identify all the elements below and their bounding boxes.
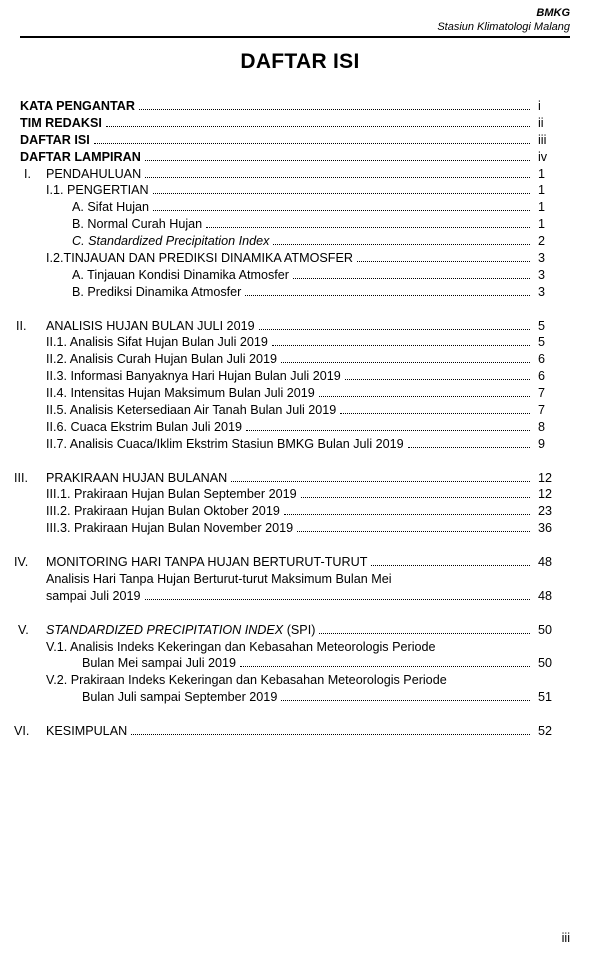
toc-spacer bbox=[0, 301, 600, 318]
dot-leader bbox=[273, 233, 530, 245]
toc-entry-page: 1 bbox=[538, 217, 546, 232]
toc-entry[interactable] bbox=[0, 334, 600, 351]
toc-entry[interactable] bbox=[0, 149, 600, 166]
toc-entry[interactable] bbox=[0, 182, 600, 199]
toc-entry-number: VI. bbox=[14, 723, 30, 738]
dot-leader bbox=[284, 503, 530, 515]
toc-entry-label: II.4. Intensitas Hujan Maksimum Bulan Juli 2019 bbox=[46, 386, 315, 401]
toc-entry-page: 2 bbox=[538, 234, 546, 249]
toc-entry-label: II.2. Analisis Curah Hujan Bulan Juli 2019 bbox=[46, 352, 278, 367]
toc-entry-label: TIM REDAKSI bbox=[20, 115, 102, 130]
toc-entry-label: A. Sifat Hujan bbox=[72, 200, 150, 215]
dot-leader bbox=[106, 115, 530, 127]
dot-leader bbox=[206, 216, 530, 228]
toc-entry-label: II.3. Informasi Banyaknya Hari Hujan Bulan Juli 2019 bbox=[46, 369, 341, 384]
toc-entry-label: III.3. Prakiraan Hujan Bulan November 2019 bbox=[46, 521, 294, 536]
toc-entry[interactable] bbox=[0, 368, 600, 385]
toc-entry-page: 3 bbox=[538, 267, 546, 282]
toc-entry-page: 1 bbox=[538, 200, 546, 215]
toc-entry-page: 12 bbox=[538, 470, 553, 485]
toc-entry-page: 7 bbox=[538, 403, 546, 418]
toc-entry-number: II. bbox=[16, 318, 27, 333]
toc-entry-label: ANALISIS HUJAN BULAN JULI 2019 bbox=[46, 318, 255, 333]
header-org: BMKG bbox=[536, 7, 570, 19]
toc-entry-label: A. Tinjauan Kondisi Dinamika Atmosfer bbox=[72, 267, 289, 282]
header-station: Stasiun Klimatologi Malang bbox=[437, 21, 570, 33]
toc-entry-label: STANDARDIZED PRECIPITATION INDEX (SPI) bbox=[46, 622, 316, 637]
toc-entry-label: Bulan Mei sampai Juli 2019 bbox=[82, 656, 237, 671]
toc-entry-label: II.1. Analisis Sifat Hujan Bulan Juli 2019 bbox=[46, 335, 268, 350]
toc-entry-label: I.1. PENGERTIAN bbox=[46, 183, 149, 198]
dot-leader bbox=[145, 166, 530, 178]
toc-entry[interactable] bbox=[0, 622, 600, 639]
toc-spacer bbox=[0, 605, 600, 622]
toc-entry-label: PRAKIRAAN HUJAN BULANAN bbox=[46, 470, 228, 485]
dot-leader bbox=[259, 318, 530, 330]
toc-entry[interactable] bbox=[0, 571, 600, 588]
dot-leader bbox=[240, 655, 530, 667]
toc-entry[interactable] bbox=[0, 166, 600, 183]
toc-entry-page: 51 bbox=[538, 690, 553, 705]
toc-entry[interactable] bbox=[0, 689, 600, 706]
dot-leader bbox=[281, 689, 530, 701]
dot-leader bbox=[153, 199, 530, 211]
page-title: DAFTAR ISI bbox=[240, 50, 360, 73]
toc-entry-page: 7 bbox=[538, 386, 546, 401]
toc-entry[interactable] bbox=[0, 115, 600, 132]
toc-entry-page: 48 bbox=[538, 588, 553, 603]
toc-entry-label: III.1. Prakiraan Hujan Bulan September 2019 bbox=[46, 487, 297, 502]
toc-entry-label: II.7. Analisis Cuaca/Iklim Ekstrim Stasiun BMKG Bulan Juli 2019 bbox=[46, 436, 404, 451]
toc-entry-label: PENDAHULUAN bbox=[46, 166, 142, 181]
dot-leader bbox=[145, 149, 530, 161]
toc-entry-label: II.6. Cuaca Ekstrim Bulan Juli 2019 bbox=[46, 419, 242, 434]
toc-entry-page: 50 bbox=[538, 656, 553, 671]
toc-entry-number: V. bbox=[18, 622, 29, 637]
toc-entry[interactable] bbox=[0, 419, 600, 436]
toc-entry[interactable] bbox=[0, 470, 600, 487]
toc-entry-label: I.2.TINJAUAN DAN PREDIKSI DINAMIKA ATMOSFER bbox=[46, 251, 353, 266]
toc-entry-number: I. bbox=[24, 166, 31, 181]
toc-entry-label: MONITORING HARI TANPA HUJAN BERTURUT-TURUT bbox=[46, 555, 368, 570]
toc-spacer bbox=[0, 706, 600, 723]
toc-entry-number: IV. bbox=[14, 555, 29, 570]
dot-leader bbox=[94, 132, 530, 144]
toc-entry-page: 3 bbox=[538, 284, 546, 299]
toc-entry-page: 6 bbox=[538, 352, 546, 367]
toc-entry-page: 5 bbox=[538, 335, 546, 350]
toc-entry-label: KESIMPULAN bbox=[46, 723, 128, 738]
toc-entry-page: 1 bbox=[538, 166, 546, 181]
toc-entry[interactable] bbox=[0, 520, 600, 537]
toc-entry-label: B. Normal Curah Hujan bbox=[72, 217, 203, 232]
toc-entry[interactable] bbox=[0, 351, 600, 368]
table-of-contents bbox=[0, 98, 600, 740]
toc-entry-page: 6 bbox=[538, 369, 546, 384]
toc-entry-page: 1 bbox=[538, 183, 546, 198]
toc-entry-page: i bbox=[538, 99, 541, 113]
dot-leader bbox=[281, 351, 530, 363]
footer-page-number: iii bbox=[561, 931, 570, 945]
dot-leader bbox=[293, 267, 530, 279]
toc-entry-page: iv bbox=[538, 149, 548, 164]
toc-entry[interactable] bbox=[0, 503, 600, 520]
toc-entry-label: V.1. Analisis Indeks Kekeringan dan Kebasahan Meteorologis Periode bbox=[46, 639, 436, 654]
toc-entry[interactable] bbox=[0, 402, 600, 419]
dot-leader bbox=[319, 385, 530, 397]
toc-entry-page: iii bbox=[538, 132, 547, 147]
toc-entry[interactable] bbox=[0, 318, 600, 335]
page-header bbox=[437, 6, 570, 34]
toc-entry[interactable] bbox=[0, 486, 600, 503]
toc-entry[interactable] bbox=[0, 655, 600, 672]
toc-entry[interactable] bbox=[0, 132, 600, 149]
toc-entry-page: ii bbox=[538, 115, 544, 130]
dot-leader bbox=[131, 723, 530, 735]
toc-entry-page: 12 bbox=[538, 487, 553, 502]
toc-entry[interactable] bbox=[0, 554, 600, 571]
dot-leader bbox=[319, 622, 530, 634]
toc-entry-page: 50 bbox=[538, 622, 553, 637]
dot-leader bbox=[357, 250, 530, 262]
toc-entry[interactable] bbox=[0, 639, 600, 656]
toc-entry[interactable] bbox=[0, 672, 600, 689]
toc-entry[interactable] bbox=[0, 284, 600, 301]
dot-leader bbox=[340, 402, 530, 414]
dot-leader bbox=[245, 284, 530, 296]
toc-entry[interactable] bbox=[0, 385, 600, 402]
toc-entry[interactable] bbox=[0, 98, 600, 115]
dot-leader bbox=[231, 470, 530, 482]
dot-leader bbox=[297, 520, 530, 532]
toc-spacer bbox=[0, 537, 600, 554]
toc-entry-page: 48 bbox=[538, 555, 553, 570]
toc-entry[interactable] bbox=[0, 250, 600, 267]
dot-leader bbox=[408, 436, 530, 448]
toc-entry-page: 5 bbox=[538, 318, 546, 333]
toc-entry[interactable] bbox=[0, 436, 600, 453]
dot-leader bbox=[139, 98, 530, 110]
dot-leader bbox=[246, 419, 530, 431]
toc-entry[interactable] bbox=[0, 199, 600, 216]
toc-entry-page: 23 bbox=[538, 504, 553, 519]
toc-entry[interactable] bbox=[0, 216, 600, 233]
toc-entry-label: DAFTAR ISI bbox=[20, 132, 90, 147]
toc-entry[interactable] bbox=[0, 233, 600, 250]
toc-entry-page: 9 bbox=[538, 436, 546, 451]
toc-entry-page: 52 bbox=[538, 723, 553, 738]
toc-entry-number: III. bbox=[14, 470, 28, 485]
header-rule bbox=[20, 36, 570, 38]
toc-entry-label: KATA PENGANTAR bbox=[20, 99, 135, 113]
dot-leader bbox=[345, 368, 530, 380]
dot-leader bbox=[371, 554, 530, 566]
dot-leader bbox=[153, 182, 530, 194]
toc-entry-label: DAFTAR LAMPIRAN bbox=[20, 149, 141, 164]
toc-entry-label: sampai Juli 2019 bbox=[46, 588, 141, 603]
toc-entry-page: 8 bbox=[538, 419, 546, 434]
dot-leader bbox=[145, 588, 530, 600]
toc-entry[interactable] bbox=[0, 267, 600, 284]
dot-leader bbox=[301, 486, 530, 498]
toc-entry-page: 36 bbox=[538, 521, 553, 536]
toc-entry-label: III.2. Prakiraan Hujan Bulan Oktober 2019 bbox=[46, 504, 280, 519]
toc-entry-label: V.2. Prakiraan Indeks Kekeringan dan Kebasahan Meteorologis Periode bbox=[46, 673, 447, 688]
toc-spacer bbox=[0, 453, 600, 470]
toc-entry-page: 3 bbox=[538, 251, 546, 266]
toc-entry-label: II.5. Analisis Ketersediaan Air Tanah Bulan Juli 2019 bbox=[46, 403, 337, 418]
toc-entry-label: C. Standardized Precipitation Index bbox=[72, 234, 270, 249]
toc-entry[interactable] bbox=[0, 723, 600, 740]
toc-entry-label: Analisis Hari Tanpa Hujan Berturut-turut Maksimum Bulan Mei bbox=[46, 571, 392, 586]
toc-entry-label: Bulan Juli sampai September 2019 bbox=[82, 690, 278, 705]
toc-entry-label: B. Prediksi Dinamika Atmosfer bbox=[72, 284, 242, 299]
toc-entry[interactable] bbox=[0, 588, 600, 605]
dot-leader bbox=[272, 334, 530, 346]
